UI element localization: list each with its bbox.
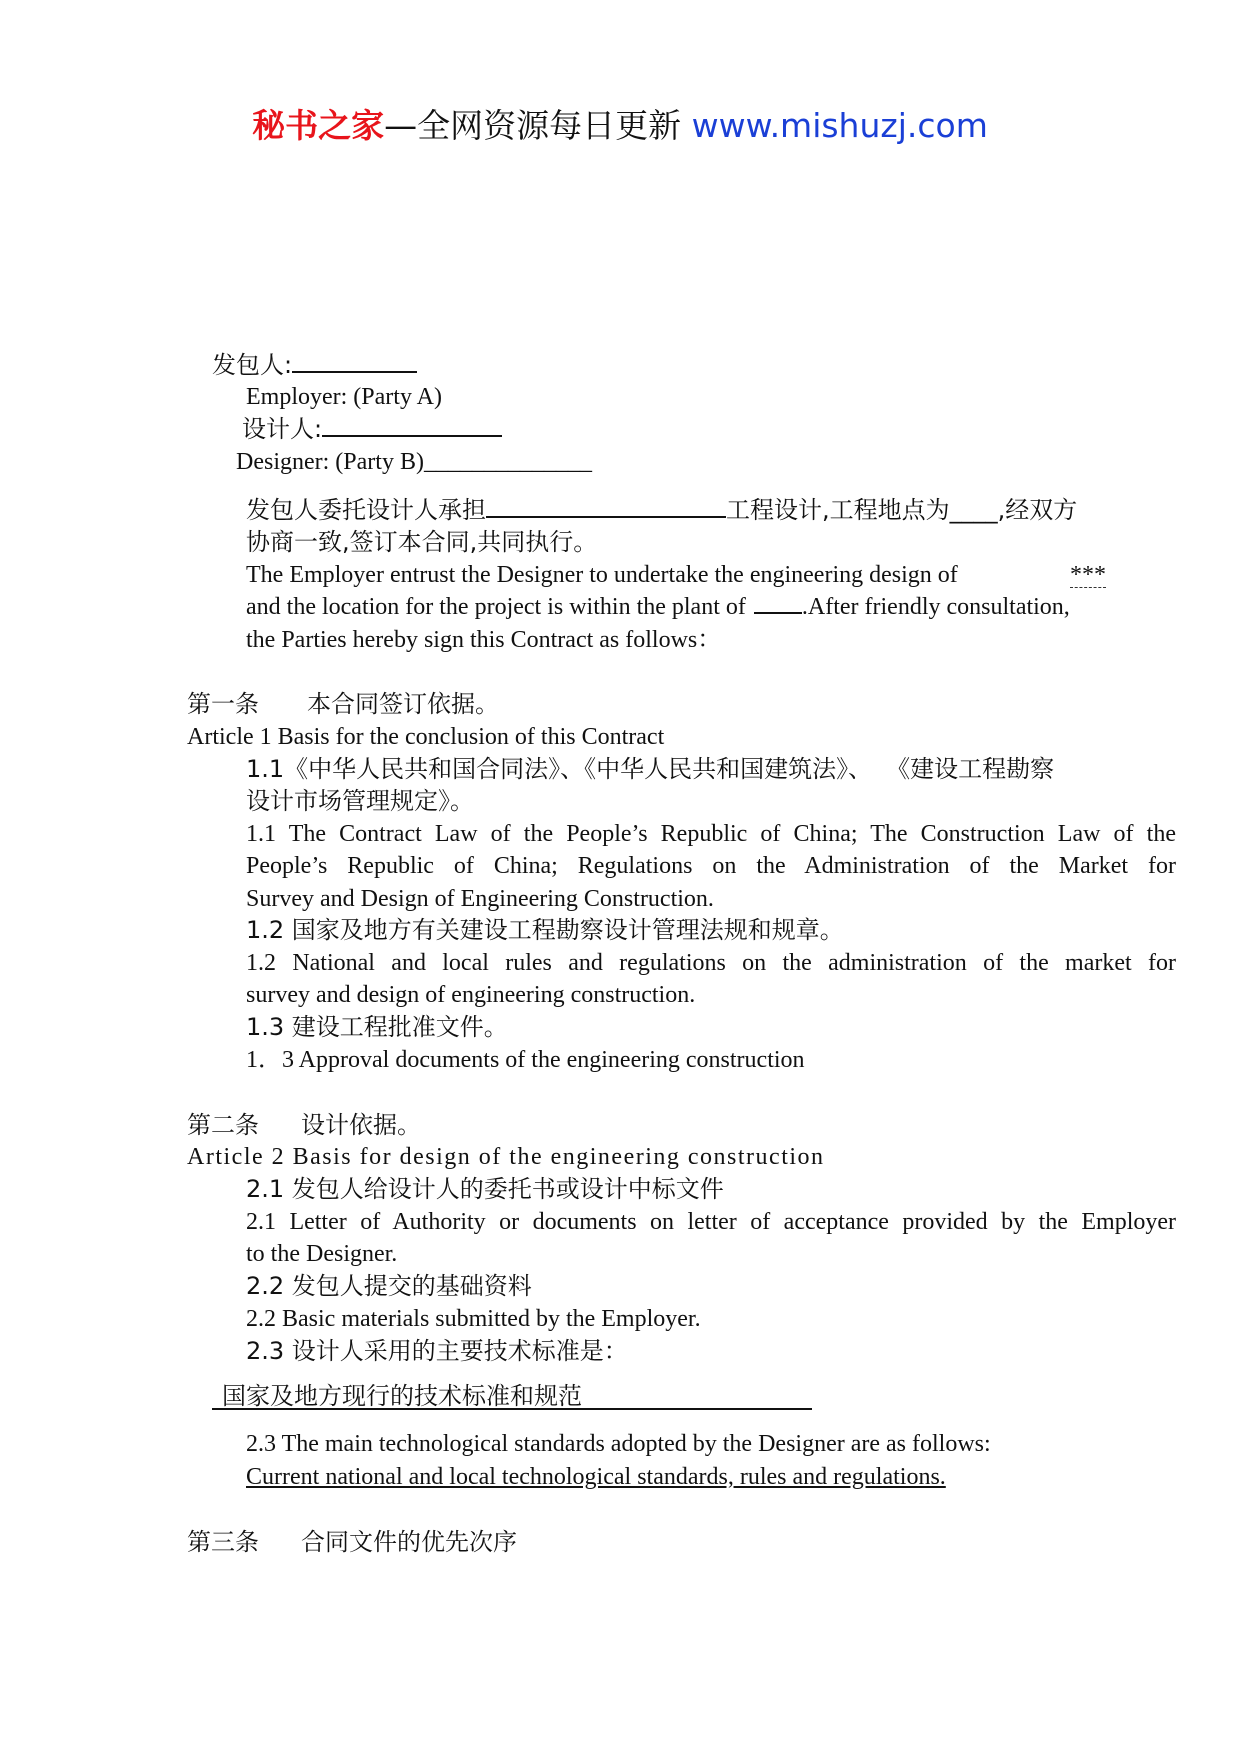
employer-zh-line bbox=[212, 353, 417, 377]
item-1-3-zh: 1.3 建设工程批准文件。 bbox=[246, 1013, 508, 1041]
header-tagline: —全网资源每日更新 bbox=[384, 106, 692, 145]
item-2-1-zh: 2.1 发包人给设计人的委托书或设计中标文件 bbox=[246, 1175, 724, 1203]
article3-number: 第三条 bbox=[187, 1528, 259, 1556]
designer-blank bbox=[322, 435, 502, 437]
item-1-2-en-line2: survey and design of engineering construction. bbox=[246, 982, 696, 1008]
item-1-1-en-line2: People’s Republic of China; Regulations on the Administration of the Market for bbox=[246, 853, 1176, 879]
employer-blank bbox=[292, 371, 417, 373]
item-2-3-zh-value-line bbox=[212, 1384, 812, 1410]
site-url-link[interactable]: www.mishuzj.com bbox=[691, 106, 988, 145]
project-name-blank bbox=[486, 516, 726, 518]
designer-zh-label: 设计人: bbox=[242, 415, 323, 443]
item-1-3-en: 1．3 Approval documents of the engineering construction bbox=[246, 1047, 805, 1073]
intro-zh-line2: 协商一致,签订本合同,共同执行。 bbox=[246, 528, 598, 556]
intro-en-line3: the Parties hereby sign this Contract as follows： bbox=[246, 627, 722, 653]
employer-en-label: Employer: (Party A) bbox=[246, 384, 442, 410]
designer-en-label: Designer: (Party B)______________ bbox=[236, 449, 592, 475]
item-1-1-en-line1: 1.1 The Contract Law of the People’s Republic of China; The Construction Law of the bbox=[246, 821, 1176, 847]
site-header bbox=[0, 100, 1240, 147]
article1-heading-zh bbox=[187, 692, 499, 716]
item-1-1-zh-line2: 设计市场管理规定》。 bbox=[246, 787, 474, 815]
article1-number: 第一条 bbox=[187, 690, 259, 718]
item-1-1-zh-line1: 1.1《中华人民共和国合同法》、《中华人民共和国建筑法》、 《建设工程勘察 bbox=[246, 755, 1055, 783]
intro-en-line2: and the location for the project is within the plant of .After friendly consultation, bbox=[246, 594, 1070, 620]
designer-zh-line bbox=[242, 417, 502, 441]
item-2-2-en: 2.2 Basic materials submitted by the Employer. bbox=[246, 1306, 701, 1332]
brand-name: 秘书之家 bbox=[252, 106, 385, 145]
item-2-3-zh: 2.3 设计人采用的主要技术标准是： bbox=[246, 1337, 628, 1365]
plant-location-blank bbox=[754, 612, 802, 614]
item-2-3-en: 2.3 The main technological standards adopted by the Designer are as follows: bbox=[246, 1431, 991, 1457]
article3-heading-zh bbox=[187, 1530, 517, 1554]
intro-zh-line1: 发包人委托设计人承担 工程设计,工程地点为____,经双方 bbox=[246, 496, 1078, 524]
item-2-2-zh: 2.2 发包人提交的基础资料 bbox=[246, 1272, 532, 1300]
item-2-3-zh-value: 国家及地方现行的技术标准和规范 bbox=[212, 1384, 812, 1410]
intro-en-line1: The Employer entrust the Designer to undertake the engineering design of bbox=[246, 562, 958, 588]
item-1-2-en-line1: 1.2 National and local rules and regulations on the administration of the market for bbox=[246, 950, 1176, 976]
article3-title-zh: 合同文件的优先次序 bbox=[301, 1528, 517, 1556]
intro-en-stars: *** bbox=[1070, 562, 1106, 588]
article2-title-en: Article 2 Basis for design of the engineering construction bbox=[187, 1144, 825, 1170]
item-1-1-en-line3: Survey and Design of Engineering Construction. bbox=[246, 886, 714, 912]
article2-heading-zh bbox=[187, 1113, 421, 1137]
item-2-1-en-line2: to the Designer. bbox=[246, 1241, 398, 1267]
item-2-3-en-value: Current national and local technological standards, rules and regulations. bbox=[246, 1464, 946, 1490]
article1-title-en: Article 1 Basis for the conclusion of this Contract bbox=[187, 724, 665, 750]
article2-number: 第二条 bbox=[187, 1111, 259, 1139]
article1-title-zh: 本合同签订依据。 bbox=[307, 690, 499, 718]
article2-title-zh: 设计依据。 bbox=[301, 1111, 421, 1139]
item-2-1-en-line1: 2.1 Letter of Authority or documents on letter of acceptance provided by the Employer bbox=[246, 1209, 1176, 1235]
employer-zh-label: 发包人: bbox=[212, 351, 293, 379]
item-1-2-zh: 1.2 国家及地方有关建设工程勘察设计管理法规和规章。 bbox=[246, 916, 844, 944]
